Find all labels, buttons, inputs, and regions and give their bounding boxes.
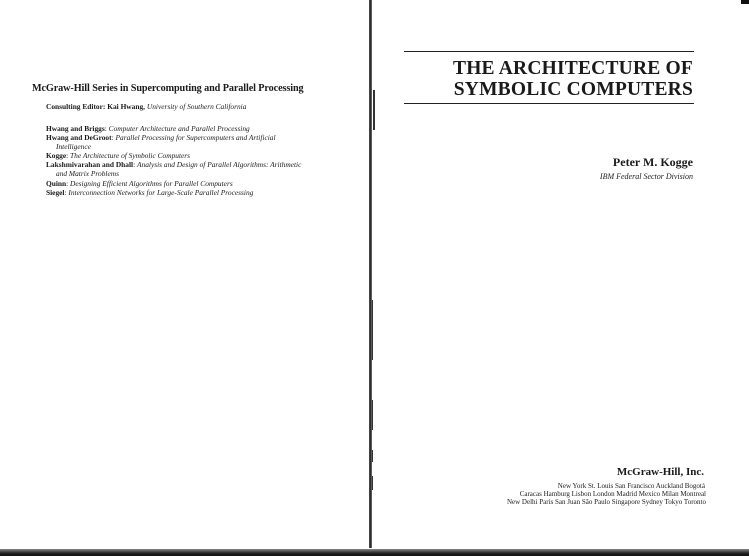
- left-page: [0, 0, 370, 556]
- entry-author: Hwang and Briggs: [46, 124, 105, 133]
- entry-title: Interconnection Networks for Large-Scale Parallel Processing: [68, 187, 254, 197]
- publisher-cities-line-3: New Delhi Paris San Juan São Paulo Singapore Sydney Tokyo Toronto: [506, 498, 706, 506]
- scan-bottom-edge: [0, 549, 749, 556]
- entry-title: Computer Architecture and Parallel Processing: [108, 124, 250, 133]
- title-rule-top: [404, 51, 694, 52]
- series-list: [46, 124, 356, 197]
- consulting-editor-name: Kai Hwang,: [107, 102, 145, 111]
- consulting-editor-colon: :: [102, 102, 106, 111]
- entry-title: Designing Efficient Algorithms for Parallel Computers: [70, 178, 233, 188]
- series-entry: Quinn: Designing Efficient Algorithms for Parallel Computers: [46, 178, 233, 188]
- entry-title-continued: and Matrix Problems: [56, 169, 119, 179]
- series-entry: Lakshmivarahan and Dhall: Analysis and Design of Parallel Algorithms: Arithmetic and Matrix Problems: [46, 160, 356, 178]
- series-title: McGraw-Hill Series in Supercomputing and Parallel Processing: [32, 83, 304, 94]
- entry-author: Lakshmivarahan and Dhall: [46, 160, 134, 170]
- entry-author: Quinn: [46, 178, 67, 188]
- consulting-editor-label: Consulting Editor: [46, 102, 103, 111]
- entry-author: Kogge: [46, 151, 67, 161]
- series-entry: Hwang and DeGroot: Parallel Processing for Supercomputers and Artificial Intelligence: [46, 133, 356, 151]
- entry-title-continued: Intelligence: [56, 142, 91, 152]
- series-entry: Hwang and Briggs: Computer Architecture and Parallel Processing: [46, 124, 250, 133]
- publisher-cities-line-2: Caracas Hamburg Lisbon London Madrid Mexico Milan Montreal: [519, 490, 706, 498]
- title-rule-bottom: [404, 103, 694, 104]
- publisher-cities-line-1: New York St. Louis San Francisco Auckland Bogotá: [557, 482, 705, 490]
- publisher-name: McGraw-Hill, Inc.: [616, 466, 704, 478]
- entry-title: Parallel Processing for Supercomputers and Artificial: [115, 133, 276, 143]
- entry-title: Analysis and Design of Parallel Algorithms: Arithmetic: [136, 160, 302, 170]
- entry-author: Hwang and DeGroot: [46, 133, 112, 143]
- consulting-editor-affiliation: University of Southern California: [146, 102, 247, 111]
- entry-title: The Architecture of Symbolic Computers: [70, 151, 191, 161]
- consulting-editor: [46, 102, 246, 111]
- book-title-line-1: THE ARCHITECTURE OF: [452, 58, 693, 79]
- series-entry: Kogge: The Architecture of Symbolic Computers: [46, 151, 191, 161]
- author-affiliation: IBM Federal Sector Division: [599, 172, 693, 181]
- entry-author: Siegel: [46, 187, 65, 197]
- author-name: Peter M. Kogge: [612, 155, 693, 169]
- book-title: [404, 58, 693, 100]
- book-title-line-2: SYMBOLIC COMPUTERS: [453, 79, 693, 100]
- series-entry: Siegel: Interconnection Networks for Large-Scale Parallel Processing: [46, 187, 254, 197]
